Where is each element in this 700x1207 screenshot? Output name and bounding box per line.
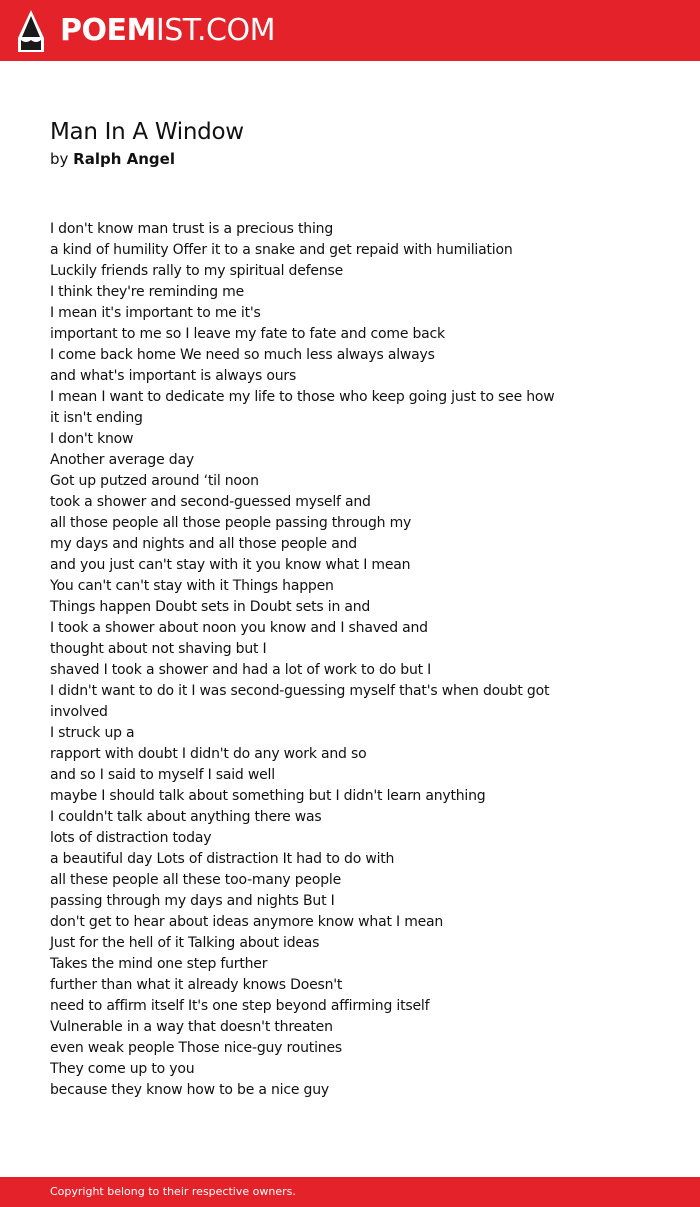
poem-line: took a shower and second-guessed myself and <box>50 494 371 510</box>
site-footer <box>0 1177 700 1207</box>
poem-line: I struck up a <box>50 725 135 741</box>
poem-line: involved <box>50 704 108 720</box>
poem-line: a kind of humility Offer it to a snake and get repaid with humiliation <box>50 242 513 258</box>
poem-line: Just for the hell of it Talking about ideas <box>50 935 320 951</box>
poem-line: Luckily friends rally to my spiritual defense <box>50 263 343 279</box>
poem-line: all those people all those people passing through my <box>50 515 412 531</box>
poem-line: important to me so I leave my fate to fate and come back <box>50 326 445 342</box>
poem-line: Vulnerable in a way that doesn't threaten <box>50 1019 333 1035</box>
poem-line: passing through my days and nights But I <box>50 893 335 909</box>
poem-line: Takes the mind one step further <box>50 956 268 972</box>
site-header <box>0 0 700 61</box>
by-label: by <box>50 150 74 168</box>
poem-line: I mean it's important to me it's <box>50 305 261 321</box>
logo-bold-text: POEM <box>60 13 156 48</box>
site-logo[interactable] <box>18 9 275 53</box>
poem-line: further than what it already knows Doesn't <box>50 977 343 993</box>
poem-line: and what's important is always ours <box>50 368 297 384</box>
poem-line: Things happen Doubt sets in Doubt sets in and <box>50 599 371 615</box>
poem-line: shaved I took a shower and had a lot of work to do but I <box>50 662 432 678</box>
poem-line: a beautiful day Lots of distraction It had to do with <box>50 851 395 867</box>
poem-line: I don't know <box>50 431 134 447</box>
poem-line: I took a shower about noon you know and I shaved and <box>50 620 428 636</box>
poem-line: lots of distraction today <box>50 830 212 846</box>
poem-line: Got up putzed around ‘til noon <box>50 473 259 489</box>
poem-line: maybe I should talk about something but I didn't learn anything <box>50 788 486 804</box>
poem-title: Man In A Window <box>50 119 244 145</box>
poem-line: thought about not shaving but I <box>50 641 267 657</box>
poem-line: I come back home We need so much less always always <box>50 347 435 363</box>
poem-line: and so I said to myself I said well <box>50 767 275 783</box>
poem-line: don't get to hear about ideas anymore know what I mean <box>50 914 444 930</box>
poem-line: my days and nights and all those people and <box>50 536 357 552</box>
logo-wordmark <box>60 9 275 53</box>
poem-body <box>50 219 610 1101</box>
poem-line: need to affirm itself It's one step beyond affirming itself <box>50 998 430 1014</box>
poem-line: They come up to you <box>50 1061 195 1077</box>
poem-line: You can't can't stay with it Things happen <box>50 578 334 594</box>
author-name: Ralph Angel <box>73 150 175 168</box>
logo-light-text: IST.COM <box>155 13 275 48</box>
poem-line: I don't know man trust is a precious thing <box>50 221 334 237</box>
byline <box>50 149 610 169</box>
poem-line: because they know how to be a nice guy <box>50 1082 329 1098</box>
poem-heading <box>50 117 610 169</box>
poem-line: Another average day <box>50 452 194 468</box>
poem-line: all these people all these too-many people <box>50 872 342 888</box>
poem-line: and you just can't stay with it you know what I mean <box>50 557 411 573</box>
poem-line: rapport with doubt I didn't do any work and so <box>50 746 367 762</box>
poem-line: I couldn't talk about anything there was <box>50 809 322 825</box>
poem-line: even weak people Those nice-guy routines <box>50 1040 342 1056</box>
poem-line: it isn't ending <box>50 410 143 426</box>
pencil-tip-icon <box>18 10 44 52</box>
poem-line: I think they're reminding me <box>50 284 244 300</box>
poem-line: I mean I want to dedicate my life to those who keep going just to see how <box>50 389 555 405</box>
copyright-text: Copyright belong to their respective owners. <box>50 1185 296 1198</box>
poem-line: I didn't want to do it I was second-guessing myself that's when doubt got <box>50 683 550 699</box>
